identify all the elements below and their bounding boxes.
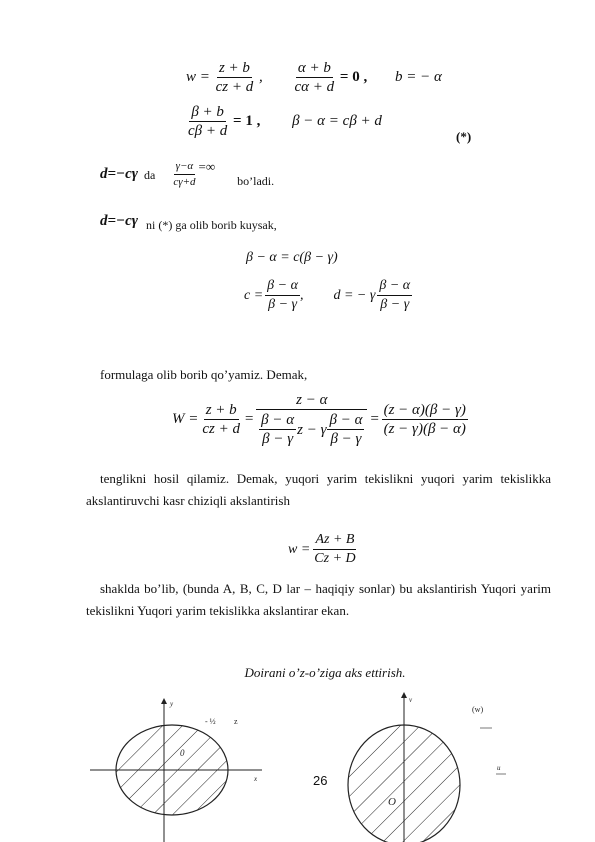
- right-axis-u-label: u: [497, 764, 501, 772]
- big-equation: W = $\frac{z + b}{cz + d}$ = z − α $\frac{\beta - \alpha}{\beta - \gamma}$ z − γ $\frac{\beta - \alpha}{\beta - \gamma}$ = $\frac{(z - \alpha)(\beta - \gamma)}{(z - \gamma)(\beta - \alpha)}$: [172, 392, 466, 447]
- paragraph-1: formulaga olib borib qo’yamiz. Demak,: [100, 367, 308, 382]
- line-d2: d=−cγ ni (*) ga olib borib kuysak,: [100, 212, 277, 232]
- frac-alpha: $\frac{\alpha + b}{c\alpha + d}$: [294, 60, 335, 95]
- left-y-arrow-icon: [161, 698, 167, 704]
- frac-gamma: $\frac{\gamma-\alpha}{c\gamma+d}$: [173, 160, 196, 188]
- frac-c: $\frac{\beta - \alpha}{\beta - \gamma}$: [267, 278, 298, 312]
- eq-w-mobius: w = $\frac{Az + B}{Cz + D}$: [288, 532, 356, 566]
- paragraph-2: tenglikni hosil qilamiz. Demak, yuqori yarim tekislikni yuqori yarim tekislikka akslantiruvchi kasr chiziqli akslantirish: [86, 471, 551, 508]
- section-title: Doirani o’z-o’ziga aks ettirish.: [244, 665, 406, 680]
- svg-text:- ½: - ½: [205, 717, 216, 726]
- left-axis-y-label: y: [170, 700, 174, 708]
- right-center-label: O: [388, 796, 396, 808]
- frac-d: $\frac{\beta - \alpha}{\beta - \gamma}$: [379, 278, 411, 312]
- left-plane-label: z: [234, 717, 238, 726]
- frac-beta: $\frac{\beta + b}{c\beta + d}$: [188, 104, 228, 139]
- eq-row2: $\frac{\beta + b}{c\beta + d}$ = 1 , β − α = cβ + d: [188, 104, 382, 139]
- eq-row1: w = $\frac{z + b}{cz + d}$ , $\frac{\alpha + b}{c\alpha + d}$ = 0 , b = − α: [186, 60, 442, 95]
- eq-w-lhs: w =: [186, 68, 210, 85]
- eq-b: b = − α: [394, 68, 442, 85]
- frac-w-2: z − α $\frac{\beta - \alpha}{\beta - \gamma}$ z − γ $\frac{\beta - \alpha}{\beta - \gamma}$: [256, 392, 367, 447]
- right-diagram: [348, 692, 506, 842]
- right-v-arrow-icon: [401, 692, 407, 698]
- disk-mapping-figure: [0, 690, 595, 842]
- frac-w-1: $\frac{z + b}{cz + d}$: [202, 402, 240, 437]
- left-center-label: 0: [180, 748, 185, 758]
- eq-row3: β − α = c(β − γ): [246, 250, 338, 265]
- star-mark: (*): [456, 129, 472, 144]
- frac-w-3: $\frac{(z - \alpha)(\beta - \gamma)}{(z - \gamma)(\beta - \alpha)}$: [383, 402, 466, 437]
- right-axis-v-label: v: [409, 696, 413, 704]
- paragraph-3: shaklda bo’lib, (bunda A, B, C, D lar – haqiqiy sonlar) bu akslantirish Yuqori yarim tekislikni Yuqori yarim tekislikka akslantirar ekan.: [86, 581, 551, 618]
- line-d: d=−cγ da $\frac{\gamma-\alpha}{c\gamma+d}$ =∞ bo’ladi.: [100, 158, 275, 188]
- left-diagram: [90, 698, 262, 842]
- page-number: 26: [311, 770, 329, 792]
- right-plane-label: (w): [472, 705, 484, 714]
- frac-w: $\frac{z + b}{cz + d}$: [215, 60, 254, 95]
- left-disk-hatch: [112, 720, 232, 820]
- eq-row4: c = $\frac{\beta - \alpha}{\beta - \gamma}$ , d = − γ $\frac{\beta - \alpha}{\beta - \gamma}$: [244, 278, 411, 312]
- left-axis-x-label: x: [254, 775, 258, 783]
- eq-beta-alpha: β − α = cβ + d: [292, 112, 382, 129]
